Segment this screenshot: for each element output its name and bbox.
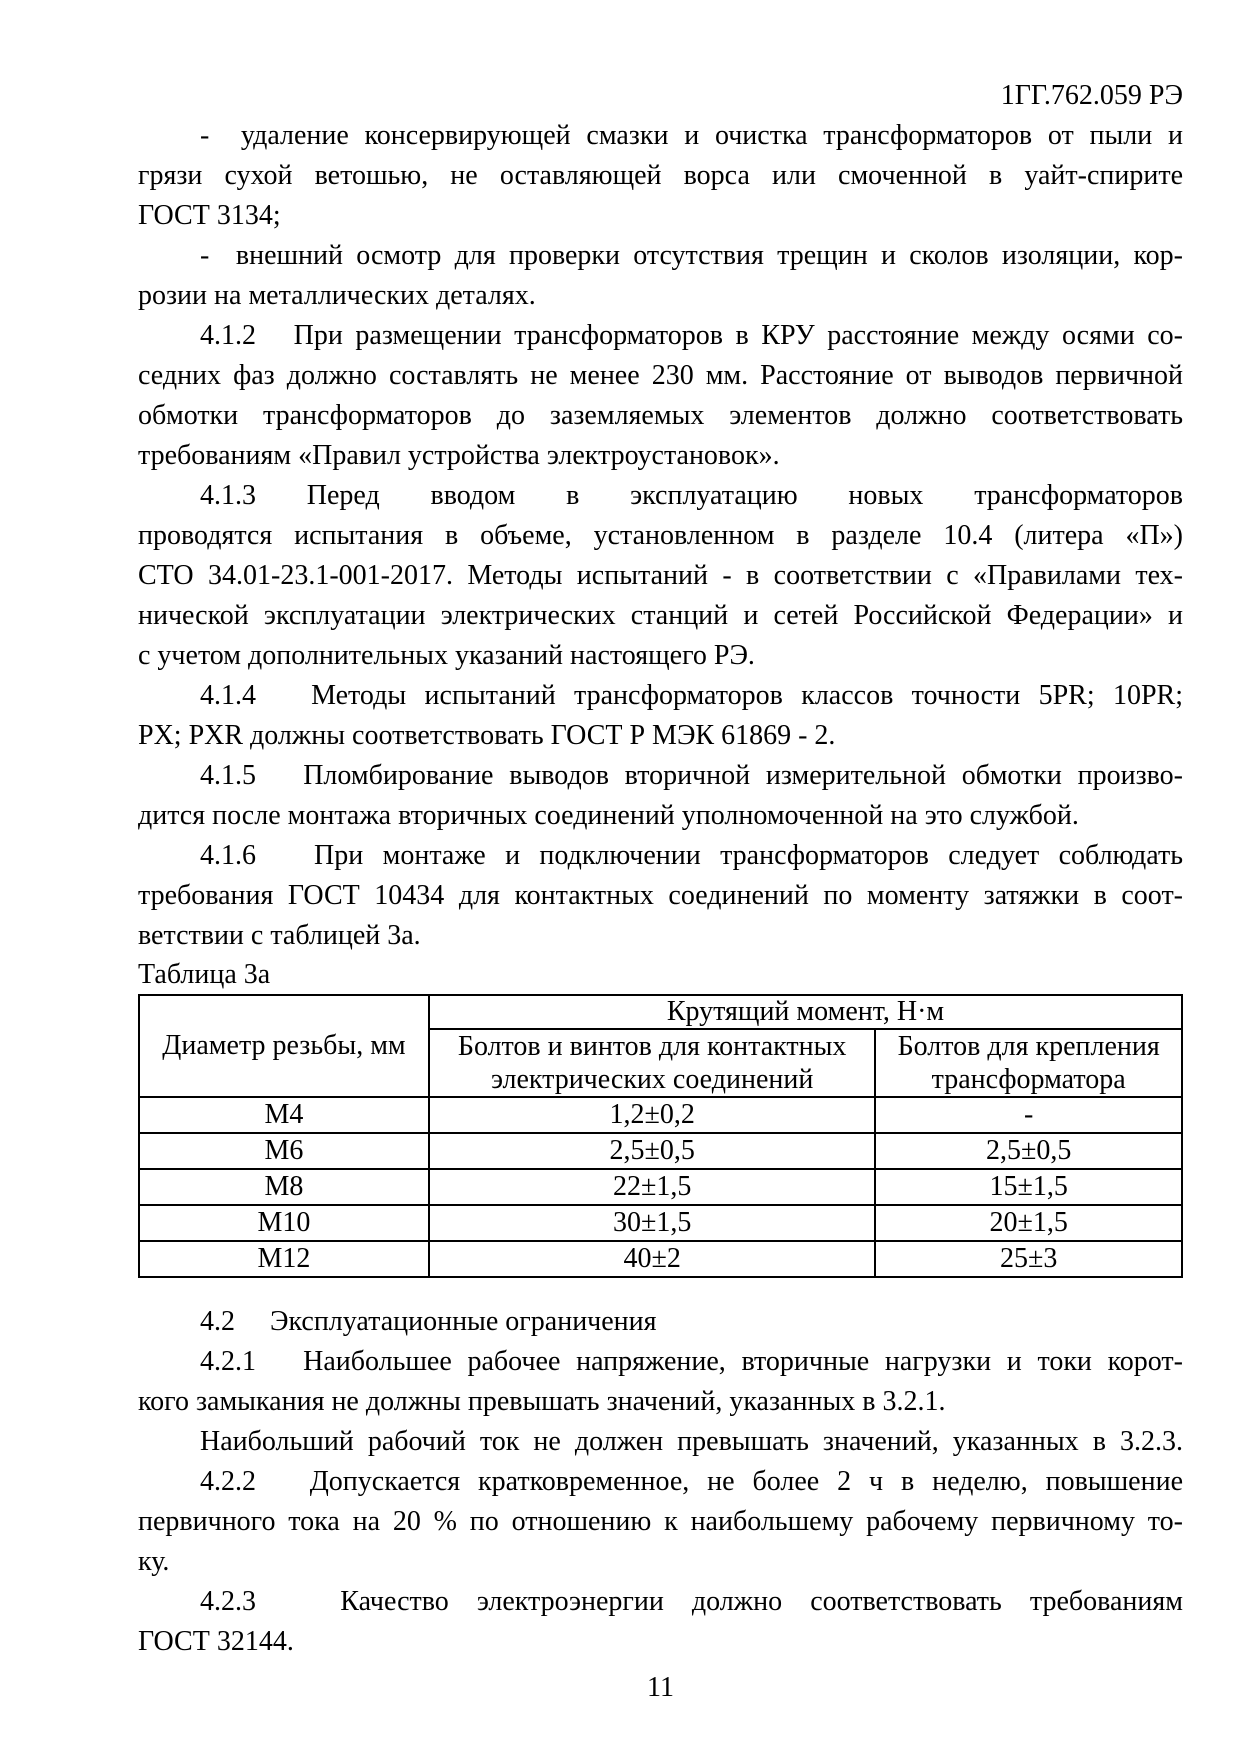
table-cell: 2,5±0,5 — [875, 1133, 1182, 1169]
text-line: 4.1.3 Перед вводом в эксплуатацию новых трансформаторов — [200, 480, 1183, 511]
table-row — [139, 1169, 1182, 1205]
text-line: 4.2 Эксплуатационные ограничения — [200, 1306, 657, 1337]
table-cell: М10 — [139, 1205, 429, 1241]
text-line: 4.1.4 Методы испытаний трансформаторов классов точности 5PR; 10PR; — [200, 680, 1183, 711]
text-line: ГОСТ 3134; — [138, 200, 281, 231]
table-cell: М4 — [139, 1097, 429, 1133]
table-row — [139, 1133, 1182, 1169]
text-line: ку. — [138, 1546, 170, 1577]
column-header-torque: Крутящий момент, Н·м — [429, 995, 1182, 1029]
table-row — [139, 1241, 1182, 1277]
column-header-contact-bolts: Болтов и винтов для контактных электрических соединений — [429, 1029, 875, 1097]
table-cell: 40±2 — [429, 1241, 875, 1277]
table-cell: 2,5±0,5 — [429, 1133, 875, 1169]
table-caption: Таблица 3а — [138, 959, 271, 990]
text-line: 4.1.5 Пломбирование выводов вторичной измерительной обмотки произво- — [200, 760, 1183, 791]
table-cell: М8 — [139, 1169, 429, 1205]
paragraph — [138, 316, 1183, 476]
paragraph — [138, 1422, 1183, 1462]
paragraph — [138, 116, 1183, 236]
paragraph — [138, 1582, 1183, 1662]
table-cell: 22±1,5 — [429, 1169, 875, 1205]
text-line: PX; PXR должны соответствовать ГОСТ Р МЭК 61869 - 2. — [138, 720, 836, 751]
text-line: первичного тока на 20 % по отношению к наибольшему рабочему первичному то- — [138, 1506, 1183, 1537]
text-line: ГОСТ 32144. — [138, 1626, 294, 1657]
column-header-mounting-bolts: Болтов для крепления трансформатора — [875, 1029, 1182, 1097]
text-line: 4.1.6 При монтаже и подключении трансформаторов следует соблюдать — [200, 840, 1183, 871]
text-line: с учетом дополнительных указаний настоящего РЭ. — [138, 640, 755, 671]
text-line: Наибольший рабочий ток не должен превышать значений, указанных в 3.2.3. — [200, 1426, 1183, 1457]
text-line: ветствии с таблицей 3а. — [138, 920, 421, 951]
paragraph — [138, 236, 1183, 316]
text-line: 4.2.1 Наибольшее рабочее напряжение, вторичные нагрузки и токи корот- — [200, 1346, 1183, 1377]
text-line: 4.2.3 Качество электроэнергии должно соответствовать требованиям — [200, 1586, 1183, 1617]
text-line: дится после монтажа вторичных соединений уполномоченной на это службой. — [138, 800, 1079, 831]
text-line: 4.2.2 Допускается кратковременное, не более 2 ч в неделю, повышение — [200, 1466, 1183, 1497]
text-line: - внешний осмотр для проверки отсутствия трещин и сколов изоляции, кор- — [200, 240, 1183, 271]
paragraph — [138, 1302, 1183, 1342]
torque-table — [138, 994, 1183, 1278]
table-row — [139, 1097, 1182, 1133]
table-cell: М6 — [139, 1133, 429, 1169]
table-cell: 30±1,5 — [429, 1205, 875, 1241]
page-number: 11 — [647, 1672, 674, 1703]
column-header-thread-diameter: Диаметр резьбы, мм — [139, 995, 429, 1097]
text-line: - удаление консервирующей смазки и очистка трансформаторов от пыли и — [200, 120, 1183, 151]
paragraph — [138, 676, 1183, 756]
body-text-before-table — [138, 116, 1183, 956]
paragraph — [138, 836, 1183, 956]
text-line: 4.1.2 При размещении трансформаторов в КРУ расстояние между осями со- — [200, 320, 1183, 351]
text-line: нической эксплуатации электрических станций и сетей Российской Федерации» и — [138, 600, 1183, 631]
table-cell: - — [875, 1097, 1182, 1133]
text-line: требования ГОСТ 10434 для контактных соединений по моменту затяжки в соот- — [138, 880, 1183, 911]
paragraph — [138, 756, 1183, 836]
table-cell: 1,2±0,2 — [429, 1097, 875, 1133]
paragraph — [138, 1342, 1183, 1422]
text-line: розии на металлических деталях. — [138, 280, 536, 311]
paragraph — [138, 1462, 1183, 1582]
table-cell: 25±3 — [875, 1241, 1182, 1277]
table-header-row-span — [139, 995, 1182, 1029]
table-cell: 20±1,5 — [875, 1205, 1182, 1241]
text-line: СТО 34.01-23.1-001-2017. Методы испытаний - в соответствии с «Правилами тех- — [138, 560, 1183, 591]
text-line: проводятся испытания в объеме, установленном в разделе 10.4 (литера «П») — [138, 520, 1183, 551]
table-cell: 15±1,5 — [875, 1169, 1182, 1205]
text-line: седних фаз должно составлять не менее 230 мм. Расстояние от выводов первичной — [138, 360, 1183, 391]
text-line: кого замыкания не должны превышать значений, указанных в 3.2.1. — [138, 1386, 946, 1417]
text-line: обмотки трансформаторов до заземляемых элементов должно соответствовать — [138, 400, 1183, 431]
table-row — [139, 1205, 1182, 1241]
text-line: грязи сухой ветошью, не оставляющей ворса или смоченной в уайт-спирите — [138, 160, 1183, 191]
text-line: требованиям «Правил устройства электроустановок». — [138, 440, 780, 471]
table-cell: М12 — [139, 1241, 429, 1277]
body-text-after-table — [138, 1302, 1183, 1662]
document-number: 1ГГ.762.059 РЭ — [1000, 80, 1183, 111]
section-gap — [138, 1278, 1183, 1302]
paragraph — [138, 476, 1183, 676]
